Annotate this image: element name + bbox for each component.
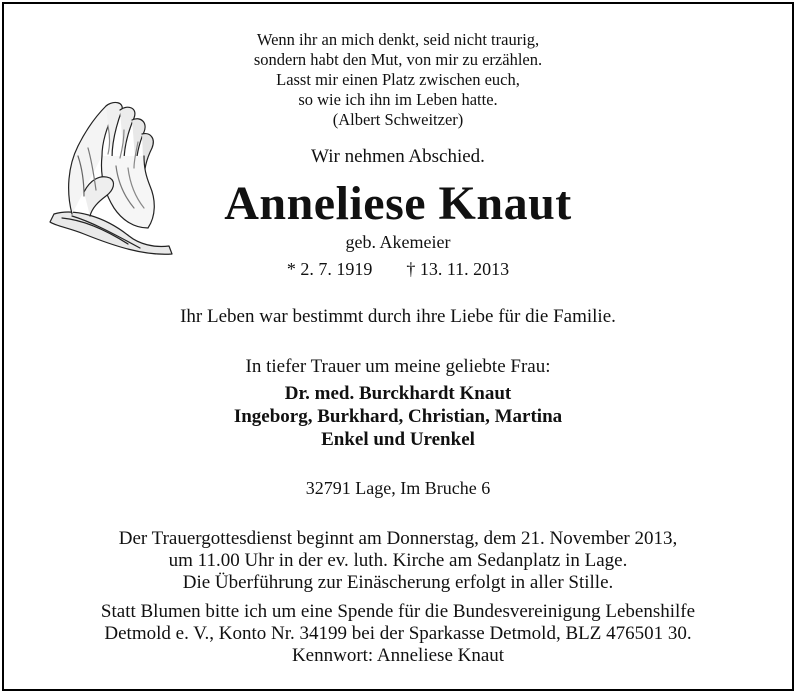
service-line: Die Überführung zur Einäscherung erfolgt in aller Stille. — [182, 572, 614, 593]
mourners-list — [0, 382, 796, 451]
donation-line: Kennwort: Anneliese Knaut — [291, 645, 505, 666]
mourner-line: Dr. med. Burckhardt Knaut — [284, 383, 512, 404]
quote-line: sondern habt den Mut, von mir zu erzählen. — [253, 50, 543, 69]
mourners-intro: In tiefer Trauer um meine geliebte Frau: — [245, 356, 551, 377]
quote-line: so wie ich ihn im Leben hatte. — [298, 90, 498, 109]
donation-line: Detmold e. V., Konto Nr. 34199 bei der Sparkasse Detmold, BLZ 476501 30. — [104, 623, 692, 644]
quote-line: Lasst mir einen Platz zwischen euch, — [276, 70, 520, 89]
maiden-name: geb. Akemeier — [345, 232, 451, 252]
service-line: Der Trauergottesdienst beginnt am Donnerstag, dem 21. November 2013, — [118, 528, 678, 549]
birth-date: * 2. 7. 1919 — [286, 259, 373, 279]
tribute-line: Ihr Leben war bestimmt durch ihre Liebe für die Familie. — [180, 306, 616, 327]
donation-request — [0, 601, 796, 667]
mourner-line: Ingeborg, Burkhard, Christian, Martina — [233, 406, 563, 427]
quote-author: (Albert Schweitzer) — [332, 110, 464, 129]
service-details — [0, 528, 796, 594]
farewell-announcement: Wir nehmen Abschied. — [311, 146, 485, 167]
quote-line: Wenn ihr an mich denkt, seid nicht traurig, — [256, 30, 540, 49]
family-address: 32791 Lage, Im Bruche 6 — [305, 478, 491, 498]
life-dates — [0, 259, 796, 280]
death-date: † 13. 11. 2013 — [406, 259, 510, 279]
deceased-name: Anneliese Knaut — [224, 177, 572, 230]
mourner-line: Enkel und Urenkel — [321, 429, 475, 450]
donation-line: Statt Blumen bitte ich um eine Spende für die Bundesvereinigung Lebenshilfe — [100, 601, 696, 622]
service-line: um 11.00 Uhr in der ev. luth. Kirche am Sedanplatz in Lage. — [168, 550, 628, 571]
